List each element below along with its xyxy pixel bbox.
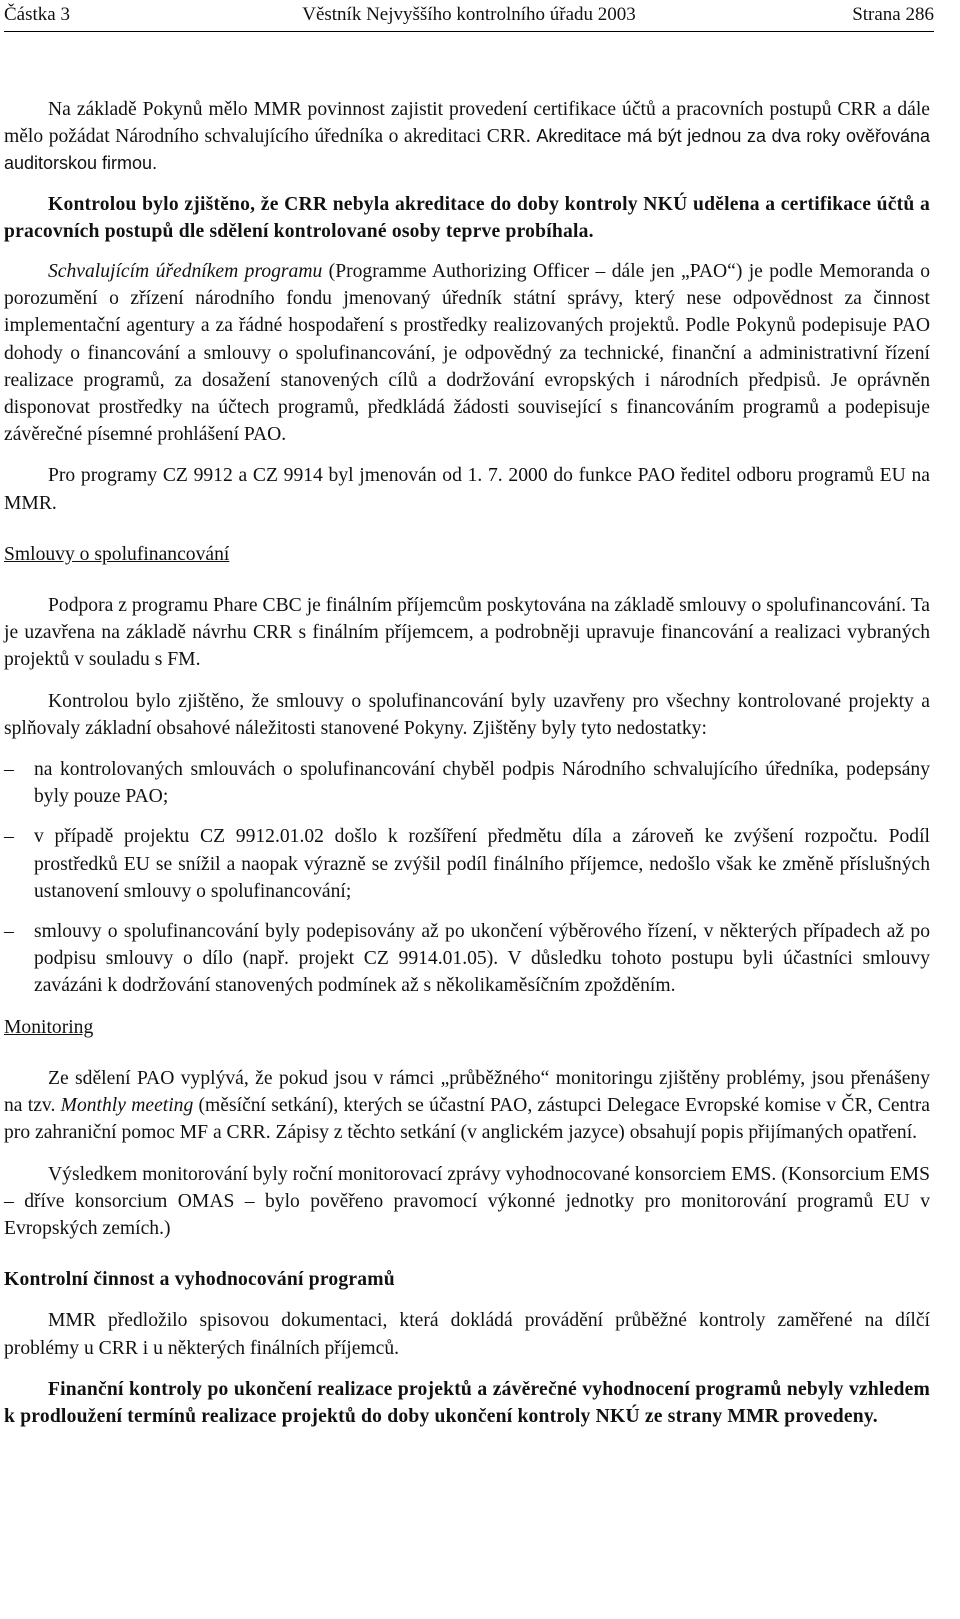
- dash-marker: –: [4, 826, 14, 848]
- paragraph-pao-appointment: Pro programy CZ 9912 a CZ 9914 byl jmenován od 1. 7. 2000 do funkce PAO ředitel odboru programů EU na MMR.: [4, 465, 930, 514]
- section-heading-smlouvy: Smlouvy o spolufinancování: [4, 543, 230, 565]
- paragraph-pao-text: (Programme Authorizing Officer – dále jen „PAO“) je podle Memoranda o porozumění o zřízení národního fondu jmenovaný úředník státní správy, který nese odpovědnost za činnost implementační agentury a za řádné hospodaření s prostředky realizovaných projektů. Podle Pokynů podepisuje PAO dohody o financování a smlouvy o spolufinancování, je odpovědný za technické, finanční a administrativní řízení realizace programů, za dosažení stanovených cílů a dodržování evropských i národních předpisů. Je oprávněn disponovat prostředky na účtech programů, předkládá žádosti související s financováním programů a podepisuje závěrečné písemné prohlášení PAO.: [4, 261, 930, 446]
- paragraph-pokyny: [4, 96, 930, 178]
- list-item: [4, 756, 930, 810]
- list-item-text: v případě projektu CZ 9912.01.02 došlo k rozšíření předmětu díla a zároveň ke zvýšení rozpočtu. Podíl prostředků EU se snížil a naopak výrazně se zvýšil podíl finálního příjemce, nedošlo však ke změně příslušných ustanovení smlouvy o spolufinancování;: [34, 826, 930, 902]
- finding-financni-kontroly: Finanční kontroly po ukončení realizace projektů a závěrečné vyhodnocení programů nebyly vzhledem k prodloužení termínů realizace projektů do doby ukončení kontroly NKÚ ze strany MMR provedeny.: [4, 1378, 930, 1427]
- paragraph-ems: Výsledkem monitorování byly roční monitorovací zprávy vyhodnocované konsorciem EMS. (Konsorcium EMS – dříve konsorcium OMAS – bylo pověřeno pravomocí výkonné jednotky pro monitorování programů EU v Evropských zemích.): [4, 1163, 930, 1239]
- list-item: [4, 918, 930, 1000]
- list-item-text: smlouvy o spolufinancování byly podepisovány až po ukončení výběrového řízení, v některých případech až po podpisu smlouvy o dílo (např. projekt CZ 9914.01.05). V důsledku tohoto postupu byli účastníci smlouvy zavázáni k dodržování stanovených podmínek až s několikaměsíčním zpožděním.: [34, 921, 930, 997]
- section-heading-kontrolni-cinnost: Kontrolní činnost a vyhodnocování programů: [4, 1269, 395, 1291]
- paragraph-mmr-dokumentace: MMR předložilo spisovou dokumentaci, která dokládá provádění průběžné kontroly zaměřené na dílčí problémy u CRR i u některých finálních příjemců.: [4, 1310, 930, 1359]
- dash-marker: –: [4, 759, 14, 781]
- finding-akreditace: Kontrolou bylo zjištěno, že CRR nebyla akreditace do doby kontroly NKÚ udělena a certifikace účtů a pracovních postupů dle sdělení kontrolované osoby teprve probíhala.: [4, 193, 930, 242]
- paragraph-pokyny-text: Na základě Pokynů mělo MMR povinnost zajistit provedení certifikace účtů a pracovních postupů CRR a dále mělo požádat Národního schvalujícího úředníka o akreditaci CRR.: [4, 99, 930, 148]
- paragraph-monitoring-text-a: Ze sdělení PAO vyplývá, že pokud jsou v rámci „průběžného“ monitoringu zjištěny problémy, jsou přenášeny na tzv.: [4, 1067, 930, 1117]
- paragraph-podpora: Podpora z programu Phare CBC je finálním příjemcům poskytována na základě smlouvy o spolufinancování. Ta je uzavřena na základě návrhu CRR s finálním příjemcem, a podrobněji upravuje financování a realizaci vybraných projektů v souladu s FM.: [4, 595, 930, 671]
- header-issue: Částka 3: [4, 4, 70, 25]
- list-item: [4, 823, 930, 905]
- deficiency-list: [4, 756, 930, 1000]
- paragraph-monitoring: [4, 1065, 930, 1147]
- paragraph-akreditace-text: Akreditace má být jednou za dva roky ověřována auditorskou firmou.: [4, 126, 930, 174]
- term-schvalujici-urednik: Schvalujícím úředníkem programu: [48, 261, 323, 283]
- paragraph-monitoring-text-b: (měsíční setkání), kterých se účastní PAO, zástupci Delegace Evropské komise v ČR, Centra pro zahraniční pomoc MF a CRR. Zápisy z těchto setkání (v anglickém jazyce) obsahují popis přijímaných opatření.: [4, 1095, 930, 1144]
- dash-marker: –: [4, 921, 14, 943]
- document-body: [4, 96, 930, 1430]
- list-item-text: na kontrolovaných smlouvách o spolufinancování chyběl podpis Národního schvalujícího úředníka, podepsány byly pouze PAO;: [34, 759, 930, 808]
- paragraph-pao: [4, 258, 930, 448]
- header-page-number: Strana 286: [852, 4, 934, 25]
- header-rule: [4, 31, 934, 32]
- page-header: [4, 2, 934, 28]
- header-journal-title: Věstník Nejvyššího kontrolního úřadu 2003: [302, 4, 636, 25]
- term-monthly-meeting: Monthly meeting: [60, 1095, 194, 1117]
- paragraph-smlouvy-finding: Kontrolou bylo zjištěno, že smlouvy o spolufinancování byly uzavřeny pro všechny kontrolované projekty a splňovaly základní obsahové náležitosti stanovené Pokyny. Zjištěny byly tyto nedostatky:: [4, 690, 930, 739]
- section-heading-monitoring: Monitoring: [4, 1016, 94, 1038]
